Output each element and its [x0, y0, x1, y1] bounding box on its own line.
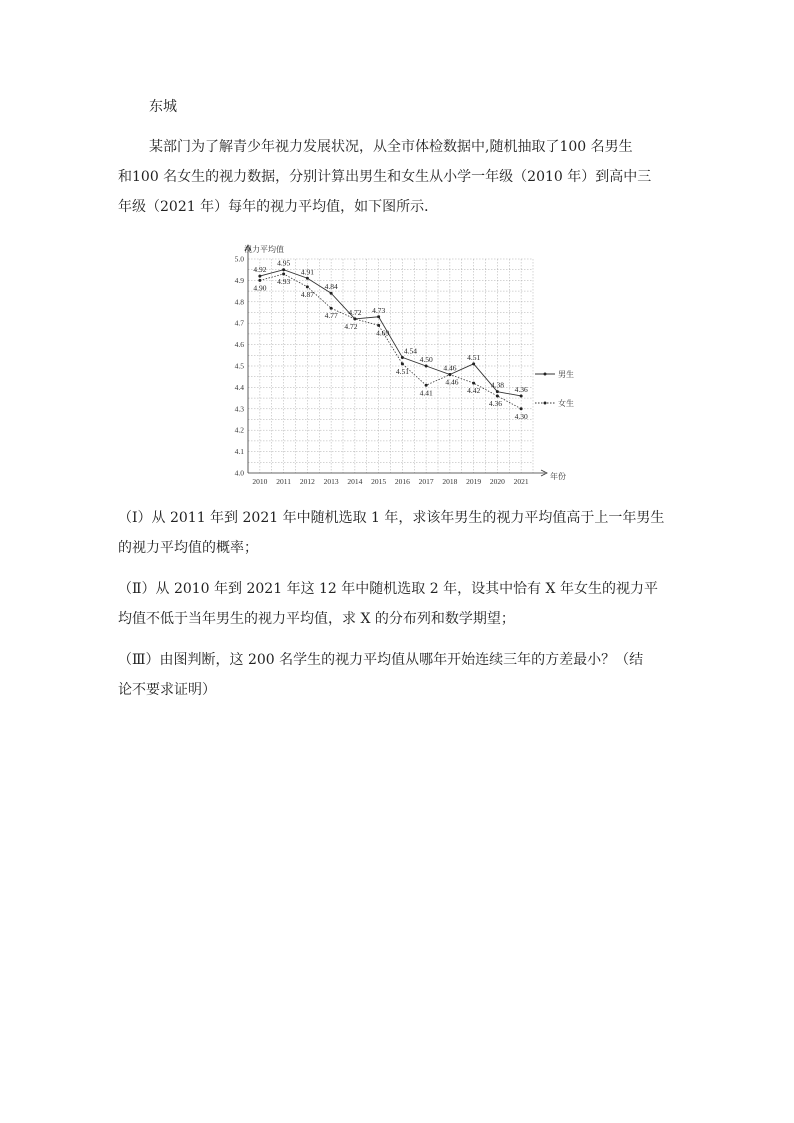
data-point [425, 384, 428, 387]
data-label: 4.51 [467, 352, 481, 362]
y-tick-label: 4.8 [234, 297, 244, 307]
y-tick-label: 4.2 [234, 425, 244, 435]
question-2-line-2: 均值不低于当年男生的视力平均值，求 X 的分布列和数学期望； [118, 611, 515, 627]
data-point [282, 272, 285, 275]
data-label: 4.51 [395, 366, 409, 376]
data-label: 4.54 [403, 346, 417, 356]
data-point [448, 373, 451, 376]
data-label: 4.69 [376, 328, 390, 338]
y-tick-label: 5.0 [234, 254, 244, 264]
data-point [401, 362, 404, 365]
x-tick-label: 2015 [371, 477, 387, 486]
x-tick-label: 2017 [418, 477, 434, 486]
x-tick-label: 2021 [513, 477, 529, 486]
chart-legend [535, 369, 574, 408]
x-tick-label: 2014 [347, 477, 363, 486]
data-point [377, 324, 380, 327]
data-label: 4.42 [467, 386, 481, 396]
data-point [520, 407, 523, 410]
data-point [306, 277, 309, 280]
x-tick-label: 2019 [466, 477, 482, 486]
x-tick-labels [252, 477, 529, 486]
intro-line-3: 年级（2021 年）每年的视力平均值，如下图所示． [118, 199, 439, 215]
data-label: 4.41 [419, 388, 433, 398]
y-tick-label: 4.1 [234, 447, 244, 457]
data-point [401, 356, 404, 359]
data-point [258, 275, 261, 278]
data-label: 4.87 [300, 289, 314, 299]
chart-axes [244, 244, 566, 481]
data-label: 4.92 [253, 265, 267, 275]
data-point [330, 292, 333, 295]
y-tick-label: 4.4 [234, 382, 244, 392]
data-label: 4.36 [488, 398, 502, 408]
y-tick-label: 4.3 [234, 404, 244, 414]
data-label: 4.46 [443, 363, 457, 373]
y-tick-label: 4.0 [234, 468, 244, 478]
y-tick-label: 4.7 [234, 318, 244, 328]
question-1-line-1: （I）从 2011 年到 2021 年中随机选取 1 年，求该年男生的视力平均值高于上一年男生 [118, 510, 665, 526]
data-label: 4.77 [324, 311, 338, 321]
data-label: 4.73 [372, 305, 386, 315]
data-point [306, 285, 309, 288]
data-label: 4.30 [514, 411, 528, 421]
question-2-line-1: （Ⅱ）从 2010 年到 2021 年这 12 年中随机选取 2 年，设其中恰有 X 年女生的视力平 [118, 581, 658, 597]
y-tick-label: 4.9 [234, 275, 244, 285]
question-3-line-2: 论不要求证明） [118, 682, 216, 698]
intro-line-1: 某部门为了解青少年视力发展状况，从全市体检数据中,随机抽取了100 名男生 [149, 139, 633, 155]
chart-grid [248, 259, 533, 473]
data-label: 4.90 [253, 283, 267, 293]
y-axis-title: 视力平均值 [244, 245, 284, 254]
legend-label: 男生 [558, 370, 574, 379]
data-point [282, 268, 285, 271]
x-tick-label: 2020 [489, 477, 505, 486]
y-tick-label: 4.6 [234, 340, 244, 350]
data-point [258, 279, 261, 282]
data-point [330, 307, 333, 310]
data-label: 4.46 [445, 377, 459, 387]
question-3-line-1: （Ⅲ）由图判断，这 200 名学生的视力平均值从哪年开始连续三年的方差最小？（结 [118, 652, 644, 668]
x-tick-label: 2018 [442, 477, 458, 486]
x-tick-label: 2010 [252, 477, 268, 486]
data-label: 4.36 [514, 384, 528, 394]
legend-label: 女生 [558, 399, 574, 408]
data-label: 4.91 [300, 267, 314, 277]
data-point [520, 394, 523, 397]
data-point [496, 394, 499, 397]
x-tick-label: 2016 [394, 477, 410, 486]
data-point [496, 390, 499, 393]
data-label: 4.72 [348, 307, 362, 317]
legend-marker [544, 402, 547, 405]
data-point [472, 362, 475, 365]
data-label: 4.93 [277, 276, 291, 286]
data-point [353, 317, 356, 320]
x-tick-label: 2013 [323, 477, 339, 486]
question-1-line-2: 的视力平均值的概率； [118, 540, 258, 556]
data-label: 4.38 [490, 380, 504, 390]
data-label: 4.72 [344, 321, 358, 331]
y-tick-label: 4.5 [234, 361, 244, 371]
data-point [377, 315, 380, 318]
y-tick-labels [235, 255, 245, 478]
x-axis-title: 年份 [550, 472, 566, 481]
data-label: 4.50 [419, 355, 433, 364]
legend-marker [544, 373, 547, 376]
data-label: 4.84 [324, 282, 338, 292]
vision-line-chart [210, 236, 590, 490]
section-heading: 东城 [149, 99, 177, 115]
x-tick-label: 2011 [276, 477, 291, 486]
intro-line-2: 和100 名女生的视力数据，分别计算出男生和女生从小学一年级（2010 年）到高中三 [118, 169, 652, 185]
data-label: 4.95 [277, 258, 291, 268]
data-point [472, 382, 475, 385]
data-point [425, 365, 428, 368]
x-tick-label: 2012 [299, 477, 315, 486]
